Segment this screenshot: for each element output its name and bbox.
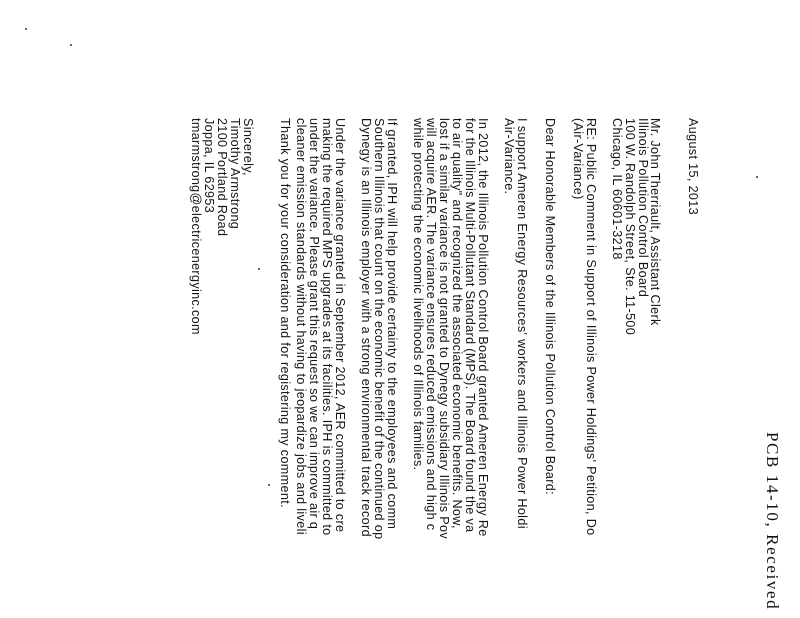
recipient-name: Mr. John Therriault, Assistant Clerk [648,118,662,326]
paragraph-line: If granted, IPH will help provide certainty to the employees and comm [385,118,399,530]
recipient-street: 100 W. Randolph Street, Ste. 11-500 [623,118,637,336]
subject-line: RE: Public Comment in Support of Illinois Power Holdings' Petition, Do [584,118,598,536]
paragraph-line: Dynegy is an Illinois employer with a strong environmental track record [359,118,373,537]
signer-street: 2100 Portland Road [215,118,229,237]
paragraph-line: I support Ameren Energy Resources' workers and Illinois Power Holdi [515,118,529,529]
paragraph-line: while protecting the economic livelihoods of Illinois families. [411,118,425,471]
signer-name: Timothy Armstrong [228,118,242,230]
signer-city: Joppa, IL 62953 [202,118,216,214]
letter-date: August 15, 2013 [686,118,700,215]
scan-speck [258,268,260,270]
recipient-organization: Illinois Pollution Control Board [636,118,650,298]
paragraph-line: lost if a similar variance is not granted to Dynegy subsidiary Illinois Pov [437,118,451,540]
paragraph-line: making the required MPS upgrades at its facilities. IPH is committed to [320,118,334,536]
paragraph-line: cleaner emission standards without having to jeopardize jobs and liveli [294,118,308,535]
subject-line-continued: (Air-Variance) [571,118,585,200]
closing-salutation: Sincerely, [241,118,255,176]
salutation: Dear Honorable Members of the Illinois Pollution Control Board: [543,118,557,495]
paragraph-line: Under the variance granted in September 2012, AER committed to cre [333,118,347,533]
paragraph-line: Air-Variance. [502,118,516,195]
paragraph-line: will acquire AER. The variance ensures reduced emissions and high c [424,118,438,531]
scan-speck [25,28,27,30]
paragraph-line: for the Illinois Multi-Pollutant Standard (MPS). The Board found the va [463,118,477,533]
scan-speck [70,44,72,46]
paragraph-line: Southern Illinois that count on the economic benefit of the continued op [372,118,386,540]
recipient-city: Chicago, IL 60601-3218 [610,118,624,260]
paragraph-line: Thank you for your consideration and for registering my comment. [278,118,292,508]
scan-speck [756,176,758,178]
paragraph-line: In 2012, the Illinois Pollution Control Board granted Ameren Energy Re [476,118,490,537]
scan-speck [268,484,270,486]
paragraph-line: to air quality" and recognized the associated economic benefits. Now, [450,118,464,529]
paragraph-line: under the variance. Please grant this request so we can improve air q [307,118,321,530]
signer-email: tmarmstrong@electricenergyinc.com [189,118,203,335]
received-stamp: PCB 14-10, Received [763,432,782,611]
